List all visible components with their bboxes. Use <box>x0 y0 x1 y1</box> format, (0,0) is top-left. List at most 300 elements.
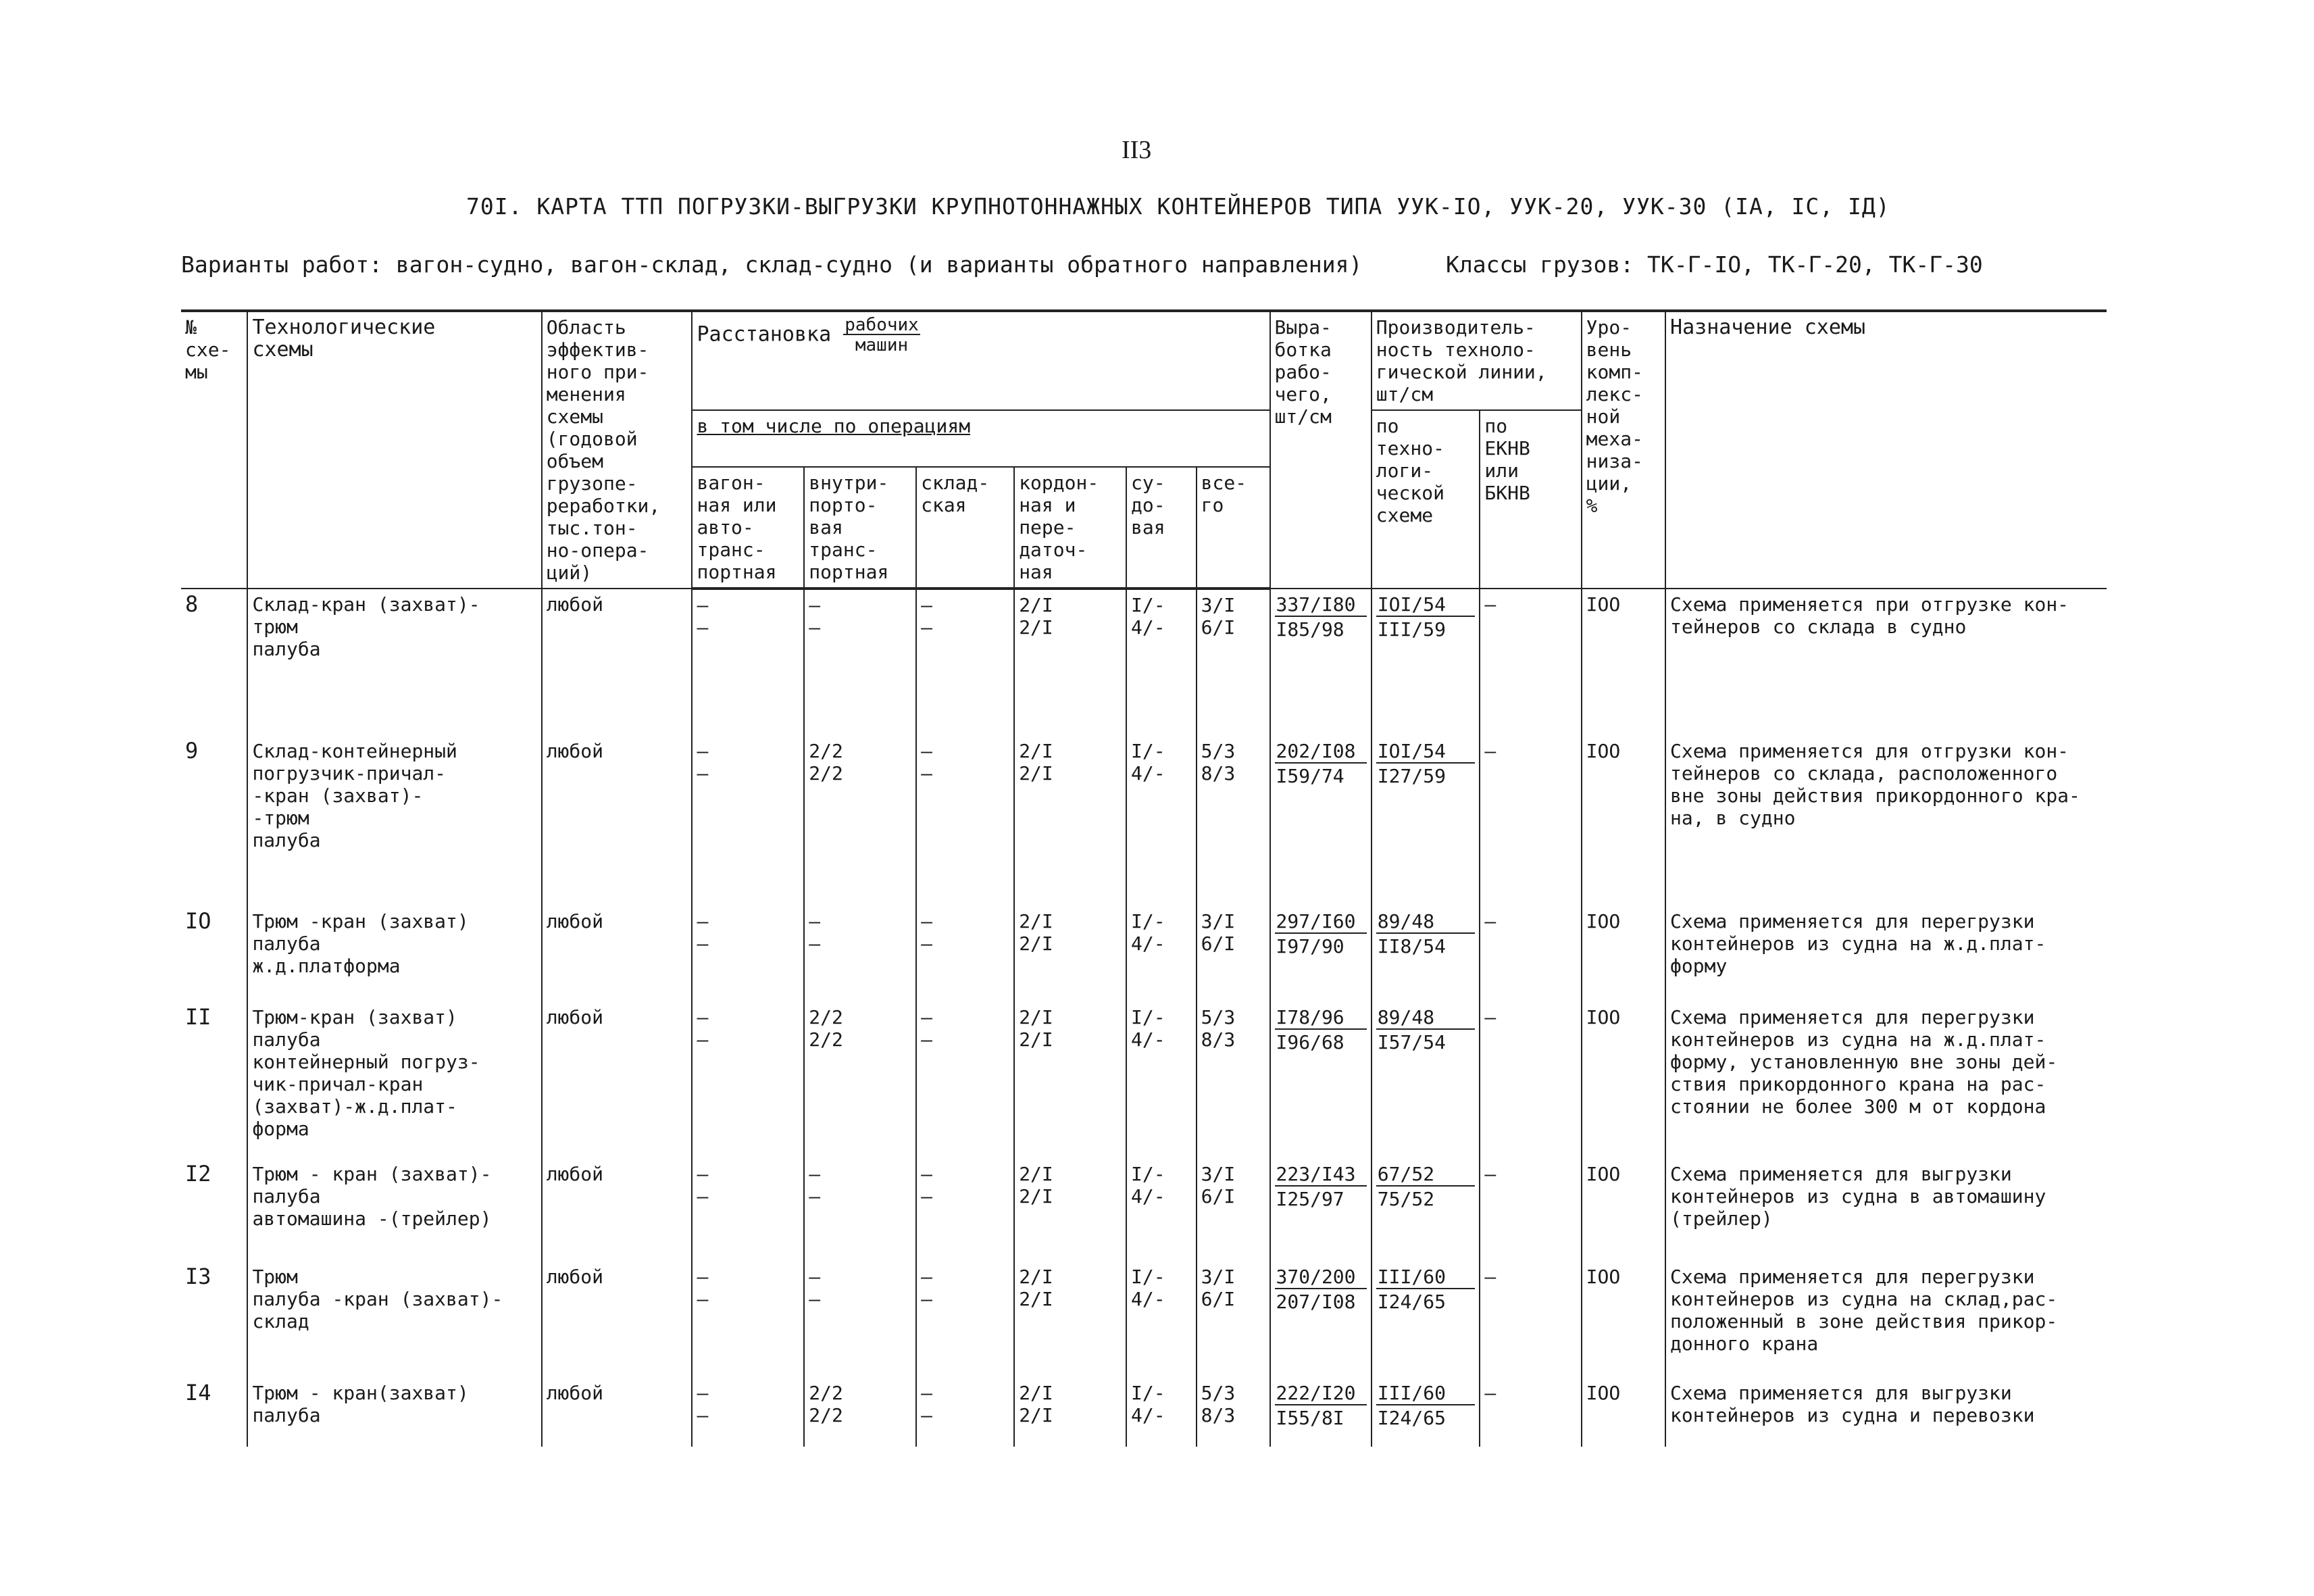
op-value: 4/- <box>1131 1185 1165 1207</box>
purpose-line: контейнеров из судна в автомашину <box>1670 1185 2046 1207</box>
header-line: но-опера- <box>546 539 649 562</box>
row-op-ship <box>1126 720 1197 906</box>
row-purpose <box>1665 1378 2107 1447</box>
row-area: любой <box>542 1262 693 1378</box>
header-line: мы <box>185 361 208 383</box>
row-op-wagon <box>692 589 804 720</box>
op-value: 2/I <box>1019 594 1053 616</box>
header-area <box>542 311 693 589</box>
row-area: любой <box>542 906 693 1002</box>
row-op-ship <box>1126 1262 1197 1378</box>
header-line: реработки, <box>546 495 661 517</box>
header-line: ЕКНВ <box>1484 437 1530 459</box>
op-value: – <box>697 910 709 932</box>
op-value: 3/I <box>1201 1163 1236 1185</box>
header-line: ного при- <box>546 361 649 383</box>
header-prod-ekhv <box>1480 410 1581 589</box>
op-value: – <box>697 1185 709 1207</box>
row-purpose <box>1665 1262 2107 1378</box>
header-line: по <box>1484 415 1508 437</box>
row-area: любой <box>542 1159 693 1262</box>
scheme-line: Склад-контейнерный <box>252 740 457 762</box>
schemes-table <box>181 309 2107 1447</box>
op-value: 2/2 <box>809 1028 843 1051</box>
table-row <box>181 720 2107 906</box>
row-prod-ekhv: – <box>1480 589 1581 720</box>
header-line: меха- <box>1586 428 1643 450</box>
header-purpose: Назначение схемы <box>1665 311 2107 589</box>
header-line: ская <box>921 494 967 516</box>
scheme-line: -кран (захват)- <box>252 784 424 807</box>
row-scheme <box>247 1378 541 1447</box>
header-line: шт/см <box>1274 405 1332 428</box>
scheme-line: трюм <box>252 616 298 638</box>
op-value: I/- <box>1131 1163 1165 1185</box>
row-number: I4 <box>181 1378 247 1447</box>
output-denominator: I25/97 <box>1276 1188 1344 1210</box>
op-value: – <box>697 616 709 639</box>
header-num <box>181 311 247 589</box>
row-output <box>1270 720 1372 906</box>
row-op-total <box>1197 906 1270 1002</box>
op-value: 2/2 <box>809 1382 843 1404</box>
scheme-line: палуба <box>252 1404 321 1426</box>
scheme-line: (захват)-ж.д.плат- <box>252 1095 457 1118</box>
scheme-line: палуба <box>252 1028 321 1051</box>
purpose-line: стоянии не более 300 м от кордона <box>1670 1095 2046 1118</box>
table-row <box>181 1002 2107 1159</box>
header-line: схемы <box>252 338 313 361</box>
row-level: IOO <box>1582 1262 1665 1378</box>
op-value: – <box>809 616 821 639</box>
scheme-line: контейнерный погруз- <box>252 1051 480 1073</box>
op-value: – <box>697 1006 709 1028</box>
op-value: 6/I <box>1201 1288 1236 1310</box>
purpose-line: Схема применяется при отгрузке кон- <box>1670 593 2069 616</box>
header-op-ship <box>1126 467 1197 589</box>
op-value: – <box>809 1185 821 1207</box>
header-line: или <box>1484 459 1519 482</box>
row-number: 8 <box>181 589 247 720</box>
op-value: 2/I <box>1019 1028 1053 1051</box>
row-area: любой <box>542 720 693 906</box>
row-op-cordon <box>1014 1262 1126 1378</box>
op-value: – <box>921 1382 932 1404</box>
row-op-internal <box>804 1159 916 1262</box>
document-title: 70I. КАРТА ТТП ПОГРУЗКИ-ВЫГРУЗКИ КРУПНОТОННАЖНЫХ КОНТЕЙНЕРОВ ТИПА УУК-IO, УУК-20, УУК-30 (IA, IC, IД) <box>466 193 1890 220</box>
op-value: 2/2 <box>809 1006 843 1028</box>
op-value: 6/I <box>1201 932 1236 955</box>
row-level: IOO <box>1582 589 1665 720</box>
scheme-line: Склад-кран (захват)- <box>252 593 480 616</box>
page-number: II3 <box>1122 136 1152 164</box>
header-line: комп- <box>1586 361 1643 383</box>
output-numerator: 202/I08 <box>1275 740 1367 764</box>
header-line: эффектив- <box>546 339 649 361</box>
output-numerator: 337/I80 <box>1275 593 1367 617</box>
header-line: чего, <box>1274 383 1332 405</box>
header-line: тыс.тон- <box>546 517 638 539</box>
op-value: – <box>697 932 709 955</box>
row-output <box>1270 589 1372 720</box>
op-value: – <box>921 1288 932 1310</box>
row-op-warehouse <box>916 1159 1014 1262</box>
op-value: 2/I <box>1019 1404 1053 1426</box>
purpose-line: контейнеров из судна на ж.д.плат- <box>1670 1028 2046 1051</box>
header-line: кордон- <box>1019 472 1099 494</box>
op-value: – <box>921 1185 932 1207</box>
header-line: Область <box>546 316 626 339</box>
header-line: до- <box>1131 494 1165 516</box>
row-op-total <box>1197 1159 1270 1262</box>
header-line: Выра- <box>1274 316 1332 339</box>
prod-denominator: I27/59 <box>1377 765 1446 787</box>
op-value: 8/3 <box>1201 762 1236 784</box>
row-prod-tech <box>1372 1378 1480 1447</box>
header-schemes <box>247 311 541 589</box>
op-value: 2/I <box>1019 740 1053 762</box>
row-op-cordon <box>1014 906 1126 1002</box>
header-line: внутри- <box>809 472 889 494</box>
row-number: I3 <box>181 1262 247 1378</box>
header-line: № <box>185 316 197 339</box>
header-line: Производитель- <box>1376 316 1536 339</box>
op-value: 2/2 <box>809 762 843 784</box>
prod-denominator: III/59 <box>1377 618 1446 641</box>
header-line: порто- <box>809 494 878 516</box>
row-op-internal <box>804 1262 916 1378</box>
row-op-total <box>1197 720 1270 906</box>
header-line: ботка <box>1274 339 1332 361</box>
row-op-wagon <box>692 906 804 1002</box>
header-line: авто- <box>697 516 754 539</box>
op-value: – <box>697 1163 709 1185</box>
row-output <box>1270 1002 1372 1159</box>
op-value: – <box>697 1028 709 1051</box>
purpose-line: тейнеров со склада, расположенного <box>1670 762 2058 784</box>
header-line: транс- <box>697 539 765 561</box>
row-scheme <box>247 906 541 1002</box>
header-line: объем <box>546 450 603 472</box>
op-value: – <box>809 594 821 616</box>
row-purpose <box>1665 589 2107 720</box>
prod-numerator: III/60 <box>1376 1382 1476 1405</box>
row-output <box>1270 1262 1372 1378</box>
scheme-line: -трюм <box>252 807 309 829</box>
header-line: БКНВ <box>1484 482 1530 504</box>
op-value: – <box>809 932 821 955</box>
row-op-internal <box>804 1002 916 1159</box>
purpose-line: контейнеров из судна на склад,рас- <box>1670 1288 2058 1310</box>
row-number: IO <box>181 906 247 1002</box>
op-value: – <box>921 1006 932 1028</box>
row-prod-ekhv: – <box>1480 906 1581 1002</box>
purpose-line: тейнеров со склада в судно <box>1670 616 1967 638</box>
row-purpose <box>1665 906 2107 1002</box>
row-number: II <box>181 1002 247 1159</box>
incl-ops-label: в том числе по операциям <box>697 415 971 437</box>
op-value: 6/I <box>1201 616 1236 639</box>
header-line: вень <box>1586 339 1632 361</box>
table-row <box>181 589 2107 720</box>
row-scheme <box>247 1002 541 1159</box>
purpose-line: вне зоны действия прикордонного кра- <box>1670 784 2080 807</box>
op-value: I/- <box>1131 594 1165 616</box>
header-op-wagon <box>692 467 804 589</box>
op-value: 3/I <box>1201 910 1236 932</box>
op-value: 4/- <box>1131 1404 1165 1426</box>
op-value: 4/- <box>1131 1028 1165 1051</box>
op-value: I/- <box>1131 1382 1165 1404</box>
purpose-line: Схема применяется для отгрузки кон- <box>1670 740 2069 762</box>
op-value: 2/I <box>1019 910 1053 932</box>
header-line: (годовой <box>546 428 638 450</box>
table-row <box>181 1159 2107 1262</box>
scheme-line: чик-причал-кран <box>252 1073 424 1095</box>
prod-numerator: IOI/54 <box>1376 593 1476 617</box>
row-prod-ekhv: – <box>1480 1159 1581 1262</box>
op-value: 2/I <box>1019 1266 1053 1288</box>
purpose-line: ствия прикордонного крана на рас- <box>1670 1073 2046 1095</box>
scheme-line: ж.д.платформа <box>252 955 401 977</box>
row-op-wagon <box>692 1262 804 1378</box>
placement-workers: рабочих <box>845 315 919 335</box>
row-level: IOO <box>1582 1159 1665 1262</box>
op-value: – <box>921 1266 932 1288</box>
row-level: IOO <box>1582 720 1665 906</box>
row-scheme <box>247 589 541 720</box>
row-op-total <box>1197 1002 1270 1159</box>
placement-machines: машин <box>855 335 909 355</box>
row-output <box>1270 1378 1372 1447</box>
scheme-line: палуба <box>252 932 321 955</box>
op-value: 2/I <box>1019 932 1053 955</box>
op-value: 6/I <box>1201 1185 1236 1207</box>
header-line: портная <box>697 561 777 583</box>
row-op-warehouse <box>916 589 1014 720</box>
header-line: ная <box>1019 561 1053 583</box>
table-row <box>181 906 2107 1002</box>
op-value: 2/I <box>1019 1185 1053 1207</box>
row-area: любой <box>542 1002 693 1159</box>
header-line: транс- <box>809 539 878 561</box>
op-value: – <box>697 1266 709 1288</box>
scheme-line: Трюм-кран (захват) <box>252 1006 457 1028</box>
prod-numerator: 67/52 <box>1376 1163 1476 1187</box>
row-prod-ekhv: – <box>1480 1378 1581 1447</box>
op-value: 3/I <box>1201 594 1236 616</box>
row-op-warehouse <box>916 1002 1014 1159</box>
op-value: – <box>921 1404 932 1426</box>
output-numerator: 370/200 <box>1275 1266 1367 1289</box>
op-value: 2/2 <box>809 1404 843 1426</box>
purpose-line: на, в судно <box>1670 807 1796 829</box>
purpose-line: Схема применяется для перегрузки <box>1670 1006 2035 1028</box>
op-value: 2/I <box>1019 1288 1053 1310</box>
scheme-line: погрузчик-причал- <box>252 762 447 784</box>
header-line: го <box>1201 494 1224 516</box>
op-value: 8/3 <box>1201 1028 1236 1051</box>
row-op-total <box>1197 1378 1270 1447</box>
prod-denominator: II8/54 <box>1377 935 1446 957</box>
row-op-wagon <box>692 720 804 906</box>
header-placement <box>692 311 1269 410</box>
row-area: любой <box>542 589 693 720</box>
row-op-wagon <box>692 1159 804 1262</box>
op-value: – <box>921 740 932 762</box>
header-op-warehouse <box>916 467 1014 589</box>
row-op-ship <box>1126 1378 1197 1447</box>
output-numerator: 222/I20 <box>1275 1382 1367 1405</box>
row-op-warehouse <box>916 720 1014 906</box>
row-op-cordon <box>1014 1002 1126 1159</box>
header-output <box>1270 311 1372 589</box>
purpose-line: Схема применяется для выгрузки <box>1670 1163 2012 1185</box>
purpose-line: Схема применяется для перегрузки <box>1670 910 2035 932</box>
header-prod-tech <box>1372 410 1480 589</box>
header-line: даточ- <box>1019 539 1088 561</box>
row-op-warehouse <box>916 1378 1014 1447</box>
output-numerator: 223/I43 <box>1275 1163 1367 1187</box>
work-variants: Варианты работ: вагон-судно, вагон-склад, склад-судно (и варианты обратного направления) <box>181 251 1363 278</box>
header-line: по <box>1376 415 1399 437</box>
cargo-classes: Классы грузов: ТК-Г-IO, ТК-Г-20, ТК-Г-30 <box>1446 251 1983 278</box>
output-numerator: I78/96 <box>1275 1006 1367 1030</box>
scheme-line: Трюм - кран (захват)- <box>252 1163 492 1185</box>
header-line: схе- <box>185 339 231 361</box>
scheme-line: Трюм -кран (захват) <box>252 910 469 932</box>
purpose-line: Схема применяется для выгрузки <box>1670 1382 2012 1404</box>
row-op-warehouse <box>916 1262 1014 1378</box>
row-purpose <box>1665 1159 2107 1262</box>
row-op-cordon <box>1014 1159 1126 1262</box>
row-op-wagon <box>692 1378 804 1447</box>
op-value: – <box>809 1266 821 1288</box>
prod-numerator: 89/48 <box>1376 910 1476 934</box>
row-op-cordon <box>1014 720 1126 906</box>
op-value: 2/I <box>1019 1382 1053 1404</box>
header-line: схеме <box>1376 504 1434 526</box>
row-area: любой <box>542 1378 693 1447</box>
op-value: – <box>697 1382 709 1404</box>
row-prod-tech <box>1372 906 1480 1002</box>
row-op-ship <box>1126 1159 1197 1262</box>
op-value: 4/- <box>1131 616 1165 639</box>
prod-numerator: IOI/54 <box>1376 740 1476 764</box>
op-value: – <box>921 616 932 639</box>
output-denominator: I85/98 <box>1276 618 1344 641</box>
op-value: 2/I <box>1019 762 1053 784</box>
header-line: ная и <box>1019 494 1076 516</box>
row-prod-ekhv: – <box>1480 720 1581 906</box>
row-purpose <box>1665 720 2107 906</box>
row-purpose <box>1665 1002 2107 1159</box>
row-scheme <box>247 720 541 906</box>
prod-numerator: 89/48 <box>1376 1006 1476 1030</box>
op-value: 5/3 <box>1201 1006 1236 1028</box>
header-line: лекс- <box>1586 383 1643 405</box>
purpose-line: Схема применяется для перегрузки <box>1670 1266 2035 1288</box>
header-line: менения <box>546 383 626 405</box>
row-prod-tech <box>1372 589 1480 720</box>
op-value: – <box>809 1288 821 1310</box>
op-value: 2/I <box>1019 616 1053 639</box>
row-output <box>1270 906 1372 1002</box>
purpose-line: положенный в зоне действия прикор- <box>1670 1310 2058 1332</box>
header-op-internal <box>804 467 916 589</box>
op-value: I/- <box>1131 1266 1165 1288</box>
op-value: I/- <box>1131 1006 1165 1028</box>
header-line: низа- <box>1586 450 1643 472</box>
table-row <box>181 1262 2107 1378</box>
op-value: – <box>697 1288 709 1310</box>
row-level: IOO <box>1582 906 1665 1002</box>
header-line: рабо- <box>1274 361 1332 383</box>
op-value: 4/- <box>1131 932 1165 955</box>
header-line: Уро- <box>1586 316 1632 339</box>
output-numerator: 297/I60 <box>1275 910 1367 934</box>
op-value: 4/- <box>1131 1288 1165 1310</box>
op-value: – <box>921 1028 932 1051</box>
output-denominator: I97/90 <box>1276 935 1344 957</box>
op-value: – <box>809 1163 821 1185</box>
op-value: – <box>697 762 709 784</box>
header-line: % <box>1586 495 1598 517</box>
row-prod-ekhv: – <box>1480 1002 1581 1159</box>
placement-label: Расстановка <box>697 322 832 347</box>
op-value: – <box>697 594 709 616</box>
op-value: – <box>921 762 932 784</box>
op-value: 3/I <box>1201 1266 1236 1288</box>
prod-numerator: III/60 <box>1376 1266 1476 1289</box>
row-number: 9 <box>181 720 247 906</box>
row-prod-tech <box>1372 1002 1480 1159</box>
op-value: 4/- <box>1131 762 1165 784</box>
purpose-line: контейнеров из судна и перевозки <box>1670 1404 2035 1426</box>
op-value: – <box>809 910 821 932</box>
row-op-ship <box>1126 589 1197 720</box>
header-line: грузопе- <box>546 472 638 495</box>
header-line: портная <box>809 561 889 583</box>
prod-denominator: I24/65 <box>1377 1291 1446 1313</box>
header-line: все- <box>1201 472 1247 494</box>
row-op-internal <box>804 906 916 1002</box>
header-line: ческой <box>1376 482 1444 504</box>
header-line: логи- <box>1376 459 1434 482</box>
purpose-line: форму <box>1670 955 1728 977</box>
row-op-cordon <box>1014 1378 1126 1447</box>
row-op-cordon <box>1014 589 1126 720</box>
scheme-line: палуба <box>252 829 321 851</box>
row-op-total <box>1197 589 1270 720</box>
prod-denominator: I57/54 <box>1377 1031 1446 1053</box>
op-value: 5/3 <box>1201 740 1236 762</box>
op-value: – <box>697 1404 709 1426</box>
header-line: ции, <box>1586 472 1632 495</box>
output-denominator: 207/I08 <box>1276 1291 1356 1313</box>
row-output <box>1270 1159 1372 1262</box>
row-prod-tech <box>1372 720 1480 906</box>
header-line: Технологические <box>252 316 436 339</box>
row-op-wagon <box>692 1002 804 1159</box>
row-op-internal <box>804 1378 916 1447</box>
row-op-ship <box>1126 906 1197 1002</box>
prod-denominator: 75/52 <box>1377 1188 1435 1210</box>
header-line: ций) <box>546 562 593 584</box>
row-prod-tech <box>1372 1262 1480 1378</box>
header-line: склад- <box>921 472 990 494</box>
header-op-cordon <box>1014 467 1126 589</box>
